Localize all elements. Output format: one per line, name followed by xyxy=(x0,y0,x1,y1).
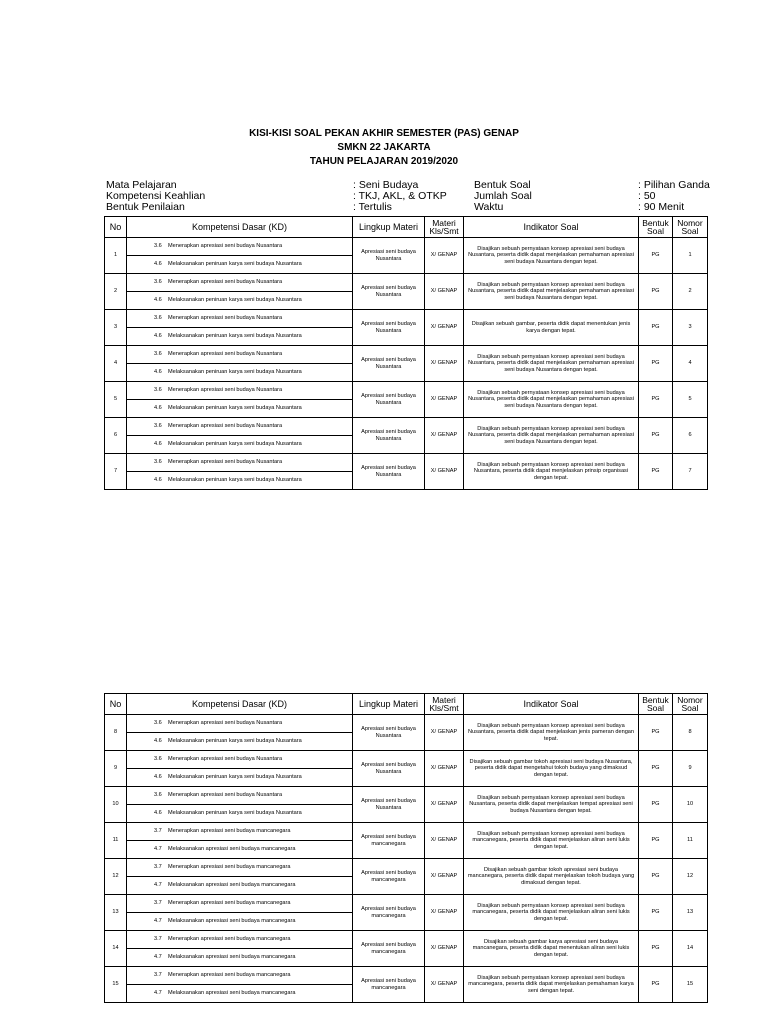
cell-kd-knowledge xyxy=(127,859,353,877)
cell-bentuk: PG xyxy=(639,787,673,823)
cell-bentuk: PG xyxy=(639,967,673,1003)
meta-label: Jumlah Soal xyxy=(474,190,532,202)
cell-bentuk: PG xyxy=(639,310,673,346)
kd-number: 3.6 xyxy=(154,792,162,799)
cell-kls-smt: X/ GENAP xyxy=(425,346,464,382)
cell-kls-smt: X/ GENAP xyxy=(425,454,464,490)
col-nomor xyxy=(673,217,708,238)
kd-text: Melaksanakan peniruan karya seni budaya Nusantara xyxy=(168,297,302,304)
meta-left-values xyxy=(353,180,447,213)
col-no: No xyxy=(105,694,127,715)
cell-nomor: 11 xyxy=(673,823,708,859)
cell-kd-skill xyxy=(127,256,353,274)
cell-indikator: Disajikan sebuah pernyataan konsep apresiasi seni budaya Nusantara, peserta didik dapat menjelaskan pemahaman apresiasi seni budaya Nusantara dengan tepat. xyxy=(464,274,639,310)
cell-indikator: Disajikan sebuah pernyataan konsep apresiasi seni budaya Nusantara, peserta didik dapat menjelaskan pemahaman apresiasi seni budaya Nusantara dengan tepat. xyxy=(464,382,639,418)
table-row xyxy=(105,346,708,364)
table-row xyxy=(105,454,708,472)
kd-number: 4.6 xyxy=(154,261,162,268)
cell-no: 12 xyxy=(105,859,127,895)
cell-kls-smt: X/ GENAP xyxy=(425,715,464,751)
cell-kd-knowledge xyxy=(127,454,353,472)
cell-nomor: 6 xyxy=(673,418,708,454)
kd-text: Menerapkan apresiasi seni budaya Nusantara xyxy=(168,279,283,286)
kd-text: Menerapkan apresiasi seni budaya Nusantara xyxy=(168,792,283,799)
table-row xyxy=(105,859,708,877)
kd-text: Melaksanakan apresiasi seni budaya mancanegara xyxy=(168,954,296,961)
kd-text: Menerapkan apresiasi seni budaya mancanegara xyxy=(168,828,291,835)
cell-lingkup: Apresiasi seni budaya Nusantara xyxy=(353,238,425,274)
kd-text: Melaksanakan peniruan karya seni budaya Nusantara xyxy=(168,810,302,817)
meta-value: : TKJ, AKL, & OTKP xyxy=(353,190,447,202)
cell-nomor: 7 xyxy=(673,454,708,490)
cell-nomor: 2 xyxy=(673,274,708,310)
table-header-row xyxy=(105,694,708,715)
col-indikator: Indikator Soal xyxy=(464,217,639,238)
cell-nomor: 15 xyxy=(673,967,708,1003)
cell-no: 2 xyxy=(105,274,127,310)
cell-kd-knowledge xyxy=(127,382,353,400)
cell-kd-skill xyxy=(127,841,353,859)
cell-nomor: 1 xyxy=(673,238,708,274)
meta-value: : Tertulis xyxy=(353,201,392,213)
meta-label: Kompetensi Keahlian xyxy=(106,190,206,202)
cell-nomor: 3 xyxy=(673,310,708,346)
kd-text: Menerapkan apresiasi seni budaya Nusantara xyxy=(168,459,283,466)
cell-indikator: Disajikan sebuah pernyataan konsep apresiasi seni budaya mancanegara, peserta didik dapat menjelaskan aliran seni lukis dengan tepat. xyxy=(464,895,639,931)
cell-no: 7 xyxy=(105,454,127,490)
table-row xyxy=(105,931,708,949)
cell-kd-knowledge xyxy=(127,823,353,841)
kd-number: 4.6 xyxy=(154,297,162,304)
cell-no: 13 xyxy=(105,895,127,931)
cell-bentuk: PG xyxy=(639,346,673,382)
cell-indikator: Disajikan sebuah gambar, peserta didik dapat menentukan jenis karya dengan tepat. xyxy=(464,310,639,346)
kd-number: 4.7 xyxy=(154,918,162,925)
cell-kd-knowledge xyxy=(127,238,353,256)
cell-kls-smt: X/ GENAP xyxy=(425,823,464,859)
kd-number: 3.7 xyxy=(154,828,162,835)
cell-bentuk: PG xyxy=(639,382,673,418)
cell-nomor: 14 xyxy=(673,931,708,967)
kd-text: Menerapkan apresiasi seni budaya Nusantara xyxy=(168,756,283,763)
kd-number: 3.6 xyxy=(154,387,162,394)
cell-kls-smt: X/ GENAP xyxy=(425,310,464,346)
cell-nomor: 8 xyxy=(673,715,708,751)
cell-indikator: Disajikan sebuah pernyataan konsep apresiasi seni budaya mancanegara, peserta didik dapat menjelaskan pemahaman karya seni dengan tepat. xyxy=(464,967,639,1003)
cell-indikator: Disajikan sebuah pernyataan konsep apresiasi seni budaya Nusantara, peserta didik dapat menjelaskan tempat apresiasi seni budaya Nusantara dengan tepat. xyxy=(464,787,639,823)
cell-indikator: Disajikan sebuah gambar tokoh apresiasi seni budaya mancanegara, peserta didik dapat menjelaskan tokoh budaya yang dimaksud dengan tepat. xyxy=(464,859,639,895)
cell-bentuk: PG xyxy=(639,751,673,787)
col-nomor-line2: Soal xyxy=(681,703,699,713)
col-bentuk xyxy=(639,217,673,238)
cell-kd-knowledge xyxy=(127,967,353,985)
cell-kls-smt: X/ GENAP xyxy=(425,895,464,931)
kd-text: Menerapkan apresiasi seni budaya Nusantara xyxy=(168,243,283,250)
doc-title: KISI-KISI SOAL PEKAN AKHIR SEMESTER (PAS) GENAP xyxy=(249,128,519,139)
cell-kls-smt: X/ GENAP xyxy=(425,274,464,310)
col-bentuk-line1: Bentuk xyxy=(642,217,669,228)
cell-kd-skill xyxy=(127,985,353,1003)
kd-text: Menerapkan apresiasi seni budaya Nusantara xyxy=(168,387,283,394)
cell-kd-skill xyxy=(127,328,353,346)
kisi-table-1 xyxy=(104,216,708,490)
cell-indikator: Disajikan sebuah pernyataan konsep apresiasi seni budaya Nusantara, peserta didik dapat menjelaskan pemahaman apresiasi seni budaya Nusantara dengan tepat. xyxy=(464,418,639,454)
table-row xyxy=(105,715,708,733)
kd-text: Menerapkan apresiasi seni budaya Nusantara xyxy=(168,423,283,430)
cell-bentuk: PG xyxy=(639,859,673,895)
kd-text: Melaksanakan peniruan karya seni budaya Nusantara xyxy=(168,261,302,268)
cell-lingkup: Apresiasi seni budaya Nusantara xyxy=(353,382,425,418)
cell-lingkup: Apresiasi seni budaya mancanegara xyxy=(353,859,425,895)
cell-kd-skill xyxy=(127,436,353,454)
table-row xyxy=(105,787,708,805)
cell-kd-skill xyxy=(127,913,353,931)
kd-text: Melaksanakan apresiasi seni budaya mancanegara xyxy=(168,990,296,997)
kd-number: 4.6 xyxy=(154,774,162,781)
kd-text: Melaksanakan peniruan karya seni budaya Nusantara xyxy=(168,333,302,340)
table-row xyxy=(105,418,708,436)
col-materi xyxy=(425,217,464,238)
cell-lingkup: Apresiasi seni budaya mancanegara xyxy=(353,931,425,967)
kd-number: 4.7 xyxy=(154,990,162,997)
cell-nomor: 10 xyxy=(673,787,708,823)
col-materi xyxy=(425,694,464,715)
cell-no: 15 xyxy=(105,967,127,1003)
kd-number: 3.6 xyxy=(154,756,162,763)
col-nomor-line1: Nomor xyxy=(677,694,703,705)
cell-nomor: 4 xyxy=(673,346,708,382)
kd-number: 4.6 xyxy=(154,738,162,745)
cell-kd-skill xyxy=(127,292,353,310)
meta-value: : 90 Menit xyxy=(638,201,685,213)
cell-kd-skill xyxy=(127,400,353,418)
cell-nomor: 9 xyxy=(673,751,708,787)
cell-kls-smt: X/ GENAP xyxy=(425,238,464,274)
kd-number: 4.7 xyxy=(154,846,162,853)
cell-kd-skill xyxy=(127,805,353,823)
table-row xyxy=(105,967,708,985)
cell-no: 14 xyxy=(105,931,127,967)
table-header-row xyxy=(105,217,708,238)
cell-nomor: 13 xyxy=(673,895,708,931)
meta-label: Mata Pelajaran xyxy=(106,179,177,191)
col-bentuk-line1: Bentuk xyxy=(642,694,669,705)
meta-value: : Seni Budaya xyxy=(353,179,419,191)
cell-kd-skill xyxy=(127,472,353,490)
cell-kd-knowledge xyxy=(127,274,353,292)
kd-number: 3.6 xyxy=(154,243,162,250)
cell-bentuk: PG xyxy=(639,238,673,274)
cell-kls-smt: X/ GENAP xyxy=(425,787,464,823)
cell-indikator: Disajikan sebuah pernyataan konsep apresiasi seni budaya Nusantara, peserta didik dapat menjelaskan prinsip organisasi dengan tepat. xyxy=(464,454,639,490)
kd-number: 4.6 xyxy=(154,477,162,484)
cell-bentuk: PG xyxy=(639,823,673,859)
table-row xyxy=(105,238,708,256)
table-row xyxy=(105,310,708,328)
col-bentuk-line2: Soal xyxy=(646,703,664,713)
cell-bentuk: PG xyxy=(639,418,673,454)
cell-no: 11 xyxy=(105,823,127,859)
cell-bentuk: PG xyxy=(639,274,673,310)
col-materi-line1: Materi xyxy=(432,217,456,228)
cell-bentuk: PG xyxy=(639,454,673,490)
kd-text: Menerapkan apresiasi seni budaya mancanegara xyxy=(168,936,291,943)
cell-no: 6 xyxy=(105,418,127,454)
cell-lingkup: Apresiasi seni budaya mancanegara xyxy=(353,823,425,859)
cell-indikator: Disajikan sebuah pernyataan konsep apresiasi seni budaya Nusantara, peserta didik dapat menjelaskan jenis pameran dengan tepat. xyxy=(464,715,639,751)
cell-no: 5 xyxy=(105,382,127,418)
meta-value: : 50 xyxy=(638,190,656,202)
cell-lingkup: Apresiasi seni budaya Nusantara xyxy=(353,715,425,751)
cell-kls-smt: X/ GENAP xyxy=(425,382,464,418)
kd-text: Melaksanakan peniruan karya seni budaya Nusantara xyxy=(168,441,302,448)
cell-indikator: Disajikan sebuah pernyataan konsep apresiasi seni budaya Nusantara, peserta didik dapat menjelaskan pemahaman apresiasi seni budaya Nusantara dengan tepat. xyxy=(464,346,639,382)
kd-number: 4.6 xyxy=(154,405,162,412)
cell-no: 3 xyxy=(105,310,127,346)
cell-no: 8 xyxy=(105,715,127,751)
cell-no: 9 xyxy=(105,751,127,787)
cell-lingkup: Apresiasi seni budaya Nusantara xyxy=(353,418,425,454)
col-lingkup: Lingkup Materi xyxy=(353,217,425,238)
kd-text: Melaksanakan apresiasi seni budaya mancanegara xyxy=(168,918,296,925)
col-nomor-line1: Nomor xyxy=(677,217,703,228)
cell-lingkup: Apresiasi seni budaya Nusantara xyxy=(353,454,425,490)
kd-text: Menerapkan apresiasi seni budaya Nusantara xyxy=(168,351,283,358)
kd-text: Melaksanakan peniruan karya seni budaya Nusantara xyxy=(168,369,302,376)
kd-number: 4.6 xyxy=(154,810,162,817)
kd-number: 3.6 xyxy=(154,351,162,358)
kd-text: Melaksanakan apresiasi seni budaya mancanegara xyxy=(168,846,296,853)
cell-no: 4 xyxy=(105,346,127,382)
cell-kd-skill xyxy=(127,364,353,382)
kd-text: Menerapkan apresiasi seni budaya Nusantara xyxy=(168,720,283,727)
cell-indikator: Disajikan sebuah pernyataan konsep apresiasi seni budaya Nusantara, peserta didik dapat menjelaskan pemahaman apresiasi seni budaya Nusantara dengan tepat. xyxy=(464,238,639,274)
cell-nomor: 5 xyxy=(673,382,708,418)
table-row xyxy=(105,751,708,769)
col-nomor-line2: Soal xyxy=(681,226,699,236)
col-lingkup: Lingkup Materi xyxy=(353,694,425,715)
meta-label: Waktu xyxy=(474,201,504,213)
kisi-table-2 xyxy=(104,693,708,1003)
kd-number: 4.6 xyxy=(154,369,162,376)
kd-text: Melaksanakan peniruan karya seni budaya Nusantara xyxy=(168,405,302,412)
kd-number: 4.7 xyxy=(154,954,162,961)
meta-right-values xyxy=(638,180,710,213)
cell-kls-smt: X/ GENAP xyxy=(425,751,464,787)
cell-lingkup: Apresiasi seni budaya mancanegara xyxy=(353,895,425,931)
cell-kd-skill xyxy=(127,769,353,787)
col-no: No xyxy=(105,217,127,238)
col-materi-line1: Materi xyxy=(432,694,456,705)
cell-bentuk: PG xyxy=(639,931,673,967)
cell-kd-skill xyxy=(127,949,353,967)
cell-lingkup: Apresiasi seni budaya mancanegara xyxy=(353,967,425,1003)
cell-kls-smt: X/ GENAP xyxy=(425,418,464,454)
kd-number: 3.7 xyxy=(154,936,162,943)
kd-number: 3.6 xyxy=(154,720,162,727)
cell-no: 1 xyxy=(105,238,127,274)
table-row xyxy=(105,382,708,400)
kd-text: Menerapkan apresiasi seni budaya mancanegara xyxy=(168,864,291,871)
table-row xyxy=(105,895,708,913)
kd-number: 3.6 xyxy=(154,459,162,466)
cell-kd-knowledge xyxy=(127,787,353,805)
meta-left-labels xyxy=(106,180,205,213)
cell-lingkup: Apresiasi seni budaya Nusantara xyxy=(353,751,425,787)
cell-no: 10 xyxy=(105,787,127,823)
kd-text: Menerapkan apresiasi seni budaya mancanegara xyxy=(168,900,291,907)
cell-nomor: 12 xyxy=(673,859,708,895)
col-kd: Kompetensi Dasar (KD) xyxy=(127,694,353,715)
cell-kls-smt: X/ GENAP xyxy=(425,967,464,1003)
kd-number: 3.7 xyxy=(154,900,162,907)
col-materi-line2: Kls/Smt xyxy=(429,703,459,713)
col-bentuk-line2: Soal xyxy=(646,226,664,236)
meta-label: Bentuk Penilaian xyxy=(106,201,185,213)
kd-text: Melaksanakan peniruan karya seni budaya Nusantara xyxy=(168,774,302,781)
col-materi-line2: Kls/Smt xyxy=(429,226,459,236)
kd-text: Melaksanakan apresiasi seni budaya mancanegara xyxy=(168,882,296,889)
kd-text: Menerapkan apresiasi seni budaya Nusantara xyxy=(168,315,283,322)
cell-kd-knowledge xyxy=(127,895,353,913)
cell-indikator: Disajikan sebuah gambar karya apresiasi seni budaya mancanegara, peserta didik dapat menentukan aliran seni lukis dengan tepat. xyxy=(464,931,639,967)
school-name: SMKN 22 JAKARTA xyxy=(337,142,431,153)
kd-number: 4.6 xyxy=(154,441,162,448)
meta-label: Bentuk Soal xyxy=(474,179,531,191)
cell-kd-knowledge xyxy=(127,418,353,436)
kd-number: 3.7 xyxy=(154,972,162,979)
cell-kls-smt: X/ GENAP xyxy=(425,931,464,967)
meta-right-labels xyxy=(474,180,532,213)
academic-year: TAHUN PELAJARAN 2019/2020 xyxy=(309,156,459,167)
kd-number: 3.6 xyxy=(154,423,162,430)
kd-text: Melaksanakan peniruan karya seni budaya Nusantara xyxy=(168,738,302,745)
col-bentuk xyxy=(639,694,673,715)
kd-number: 3.6 xyxy=(154,279,162,286)
cell-bentuk: PG xyxy=(639,715,673,751)
cell-kd-skill xyxy=(127,877,353,895)
cell-kd-knowledge xyxy=(127,346,353,364)
cell-kd-skill xyxy=(127,733,353,751)
cell-bentuk: PG xyxy=(639,895,673,931)
col-nomor xyxy=(673,694,708,715)
cell-kd-knowledge xyxy=(127,310,353,328)
kd-number: 4.7 xyxy=(154,882,162,889)
cell-kd-knowledge xyxy=(127,715,353,733)
kd-number: 4.6 xyxy=(154,333,162,340)
meta-value: : Pilihan Ganda xyxy=(638,179,710,191)
cell-lingkup: Apresiasi seni budaya Nusantara xyxy=(353,310,425,346)
table-row xyxy=(105,823,708,841)
col-kd: Kompetensi Dasar (KD) xyxy=(127,217,353,238)
kd-number: 3.7 xyxy=(154,864,162,871)
table-row xyxy=(105,274,708,292)
col-indikator: Indikator Soal xyxy=(464,694,639,715)
kd-text: Melaksanakan peniruan karya seni budaya Nusantara xyxy=(168,477,302,484)
kd-number: 3.6 xyxy=(154,315,162,322)
cell-indikator: Disajikan sebuah pernyataan konsep apresiasi seni budaya mancanegara, peserta didik dapat menjelaskan aliran seni lukis dengan tepat. xyxy=(464,823,639,859)
cell-kd-knowledge xyxy=(127,751,353,769)
kd-text: Menerapkan apresiasi seni budaya mancanegara xyxy=(168,972,291,979)
cell-lingkup: Apresiasi seni budaya Nusantara xyxy=(353,787,425,823)
cell-kls-smt: X/ GENAP xyxy=(425,859,464,895)
cell-kd-knowledge xyxy=(127,931,353,949)
cell-lingkup: Apresiasi seni budaya Nusantara xyxy=(353,346,425,382)
cell-lingkup: Apresiasi seni budaya Nusantara xyxy=(353,274,425,310)
cell-indikator: Disajikan sebuah gambar tokoh apresiasi seni budaya Nusantara, peserta didik dapat mengetahui tokoh budaya yang dimaksud dengan tepat. xyxy=(464,751,639,787)
